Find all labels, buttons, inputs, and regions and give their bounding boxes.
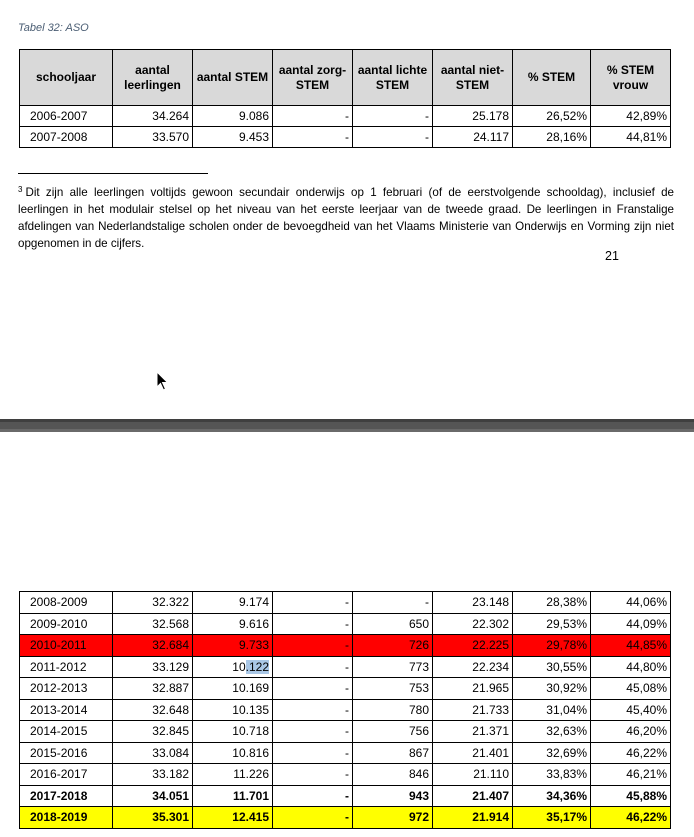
footnote-separator bbox=[18, 173, 208, 174]
table-cell: 33.084 bbox=[113, 742, 193, 764]
table-cell: 12.415 bbox=[193, 807, 273, 829]
table-cell: 46,21% bbox=[591, 764, 671, 786]
table-cell: 26,52% bbox=[513, 106, 591, 127]
table-cell: 867 bbox=[353, 742, 433, 764]
table-header-row bbox=[20, 50, 671, 106]
table-cell: 24.117 bbox=[433, 127, 513, 148]
table-cell: 33,83% bbox=[513, 764, 591, 786]
table-cell: - bbox=[273, 721, 353, 743]
table-row bbox=[20, 785, 671, 807]
table-cell: - bbox=[353, 127, 433, 148]
page-number: 21 bbox=[605, 249, 619, 263]
table-cell: 32.568 bbox=[113, 613, 193, 635]
table-cell: 23.148 bbox=[433, 592, 513, 614]
table-cell: 2007-2008 bbox=[20, 127, 113, 148]
table-cell: - bbox=[353, 592, 433, 614]
table-cell: - bbox=[273, 592, 353, 614]
table-cell: 29,78% bbox=[513, 635, 591, 657]
table-cell: - bbox=[273, 106, 353, 127]
header-schooljaar: schooljaar bbox=[20, 50, 113, 106]
table-cell: 10.135 bbox=[193, 699, 273, 721]
table-cell: 46,22% bbox=[591, 742, 671, 764]
table-cell: 29,53% bbox=[513, 613, 591, 635]
header-aantal-niet-stem: aantal niet-STEM bbox=[433, 50, 513, 106]
table-cell: 32,69% bbox=[513, 742, 591, 764]
header-aantal-zorg-stem: aantal zorg-STEM bbox=[273, 50, 353, 106]
table-cell: 9.086 bbox=[193, 106, 273, 127]
table-cell: 2011-2012 bbox=[20, 656, 113, 678]
table-cell: 33.182 bbox=[113, 764, 193, 786]
page-separator bbox=[0, 419, 694, 432]
table-row bbox=[20, 656, 671, 678]
table-cell: 42,89% bbox=[591, 106, 671, 127]
table-cell: - bbox=[273, 807, 353, 829]
footnote-marker: 3 bbox=[18, 185, 23, 194]
header-pct-stem-vrouw: % STEM vrouw bbox=[591, 50, 671, 106]
footnote bbox=[18, 181, 674, 252]
table-cell: 35,17% bbox=[513, 807, 591, 829]
table-cell: 33.129 bbox=[113, 656, 193, 678]
table-cell: 2006-2007 bbox=[20, 106, 113, 127]
table-row bbox=[20, 742, 671, 764]
table-row bbox=[20, 613, 671, 635]
table-cell: 11.226 bbox=[193, 764, 273, 786]
table-cell: 22.302 bbox=[433, 613, 513, 635]
table-cell: 44,81% bbox=[591, 127, 671, 148]
header-pct-stem: % STEM bbox=[513, 50, 591, 106]
table-cell: 32.845 bbox=[113, 721, 193, 743]
table-cell: 21.401 bbox=[433, 742, 513, 764]
table-cell: 22.225 bbox=[433, 635, 513, 657]
table-cell: 2012-2013 bbox=[20, 678, 113, 700]
table-cell: - bbox=[273, 742, 353, 764]
table-cell: 32.684 bbox=[113, 635, 193, 657]
table-cell: 34.264 bbox=[113, 106, 193, 127]
table-cell: 31,04% bbox=[513, 699, 591, 721]
table-cell: 45,08% bbox=[591, 678, 671, 700]
table-cell: - bbox=[273, 656, 353, 678]
table-cell: 773 bbox=[353, 656, 433, 678]
table-row bbox=[20, 699, 671, 721]
table-cell: 30,55% bbox=[513, 656, 591, 678]
table-cell: 10.169 bbox=[193, 678, 273, 700]
table-row bbox=[20, 106, 671, 127]
table-cell: 2017-2018 bbox=[20, 785, 113, 807]
header-aantal-leerlingen: aantal leerlingen bbox=[113, 50, 193, 106]
table-cell: 34,36% bbox=[513, 785, 591, 807]
table-row bbox=[20, 721, 671, 743]
table-cell: 32,63% bbox=[513, 721, 591, 743]
aso-table-top bbox=[19, 49, 671, 148]
table-cell: 972 bbox=[353, 807, 433, 829]
table-cell: 2014-2015 bbox=[20, 721, 113, 743]
table-cell: 10.816 bbox=[193, 742, 273, 764]
table-cell: 2016-2017 bbox=[20, 764, 113, 786]
table-cell: 45,40% bbox=[591, 699, 671, 721]
table-cell: 45,88% bbox=[591, 785, 671, 807]
table-cell: 9.453 bbox=[193, 127, 273, 148]
table-cell: 943 bbox=[353, 785, 433, 807]
table-cell: - bbox=[273, 699, 353, 721]
table-cell: 44,85% bbox=[591, 635, 671, 657]
table-cell: 28,38% bbox=[513, 592, 591, 614]
text-selection: .122 bbox=[245, 659, 269, 674]
table-cell: 32.887 bbox=[113, 678, 193, 700]
header-aantal-lichte-stem: aantal lichte STEM bbox=[353, 50, 433, 106]
table-cell: 46,20% bbox=[591, 721, 671, 743]
table-cell: 32.322 bbox=[113, 592, 193, 614]
table-cell: 46,22% bbox=[591, 807, 671, 829]
aso-table-bottom bbox=[19, 591, 671, 829]
table-cell: 756 bbox=[353, 721, 433, 743]
table-cell: 9.733 bbox=[193, 635, 273, 657]
mouse-cursor-icon bbox=[156, 371, 170, 396]
table-cell: 34.051 bbox=[113, 785, 193, 807]
table-row bbox=[20, 678, 671, 700]
table-cell: 846 bbox=[353, 764, 433, 786]
table-cell: 2013-2014 bbox=[20, 699, 113, 721]
table-cell: 44,06% bbox=[591, 592, 671, 614]
table-cell: - bbox=[273, 764, 353, 786]
table-row bbox=[20, 764, 671, 786]
table-cell: 25.178 bbox=[433, 106, 513, 127]
table-cell: 9.174 bbox=[193, 592, 273, 614]
table-cell: 21.733 bbox=[433, 699, 513, 721]
table-cell: 650 bbox=[353, 613, 433, 635]
table-cell: - bbox=[353, 106, 433, 127]
table-cell: 726 bbox=[353, 635, 433, 657]
table-cell: 9.616 bbox=[193, 613, 273, 635]
table-cell: 2018-2019 bbox=[20, 807, 113, 829]
table-row bbox=[20, 635, 671, 657]
header-aantal-stem: aantal STEM bbox=[193, 50, 273, 106]
table-cell: - bbox=[273, 678, 353, 700]
table-cell: 2010-2011 bbox=[20, 635, 113, 657]
table-cell: 28,16% bbox=[513, 127, 591, 148]
table-cell: 21.407 bbox=[433, 785, 513, 807]
table-cell: 10.718 bbox=[193, 721, 273, 743]
table-cell: 21.965 bbox=[433, 678, 513, 700]
table-cell: 21.110 bbox=[433, 764, 513, 786]
table-cell: - bbox=[273, 613, 353, 635]
table-cell: 753 bbox=[353, 678, 433, 700]
table-cell: 21.914 bbox=[433, 807, 513, 829]
table-row bbox=[20, 592, 671, 614]
table-cell: 10.122 bbox=[193, 656, 273, 678]
table-cell: 2015-2016 bbox=[20, 742, 113, 764]
table-cell: 22.234 bbox=[433, 656, 513, 678]
table-row bbox=[20, 807, 671, 829]
table-cell: - bbox=[273, 635, 353, 657]
table-caption: Tabel 32: ASO bbox=[18, 22, 89, 34]
table-cell: 35.301 bbox=[113, 807, 193, 829]
table-cell: - bbox=[273, 127, 353, 148]
table-cell: 11.701 bbox=[193, 785, 273, 807]
table-row bbox=[20, 127, 671, 148]
table-cell: 44,09% bbox=[591, 613, 671, 635]
table-cell: 33.570 bbox=[113, 127, 193, 148]
table-cell: 780 bbox=[353, 699, 433, 721]
table-cell: 2009-2010 bbox=[20, 613, 113, 635]
table-cell: 2008-2009 bbox=[20, 592, 113, 614]
table-cell: - bbox=[273, 785, 353, 807]
table-cell: 21.371 bbox=[433, 721, 513, 743]
table-cell: 30,92% bbox=[513, 678, 591, 700]
footnote-text: Dit zijn alle leerlingen voltijds gewoon secundair onderwijs op 1 februari (of de eerstvolgende schooldag), inclusief de leerlingen in het modulair stelsel op het niveau van het eerste leerjaar van de tweede graad. De leerlingen in Franstalige afdelingen van Nederlandstalige scholen onder de bevoegdheid van het Vlaams Ministerie van Onderwijs en Vorming zijn niet opgenomen in de cijfers. bbox=[18, 186, 674, 250]
table-cell: 32.648 bbox=[113, 699, 193, 721]
table-cell: 44,80% bbox=[591, 656, 671, 678]
